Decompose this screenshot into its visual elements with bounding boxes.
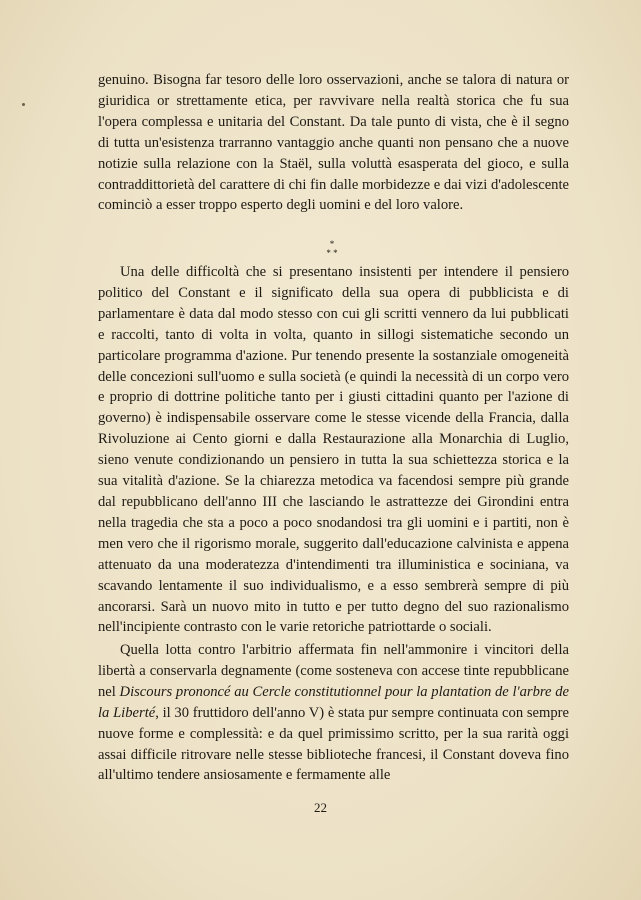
text-block-top [98,70,569,216]
paragraph-3-lead: Quella lotta contro l'arbitrio affermata fin nell'ammonire i vincitori della libertà a conservarla degnamente (come sosteneva con accese tinte repubblicane nel [98,642,569,700]
paragraph-2: Una delle difficoltà che si presentano insistenti per intendere il pensiero politico del Constant e il significato della sua opera di pubblicista e di parlamentare è data dal modo stesso con cui gli scritti vennero da lui pubblicati e raccolti, tanto di volta in volta, quanto in sillogi sistematiche secondo un particolare programma d'azione. Pur tenendo presente la sostanziale omogeneità delle concezioni sull'uomo e sulla società (e quindi la necessità di un corpo vero e proprio di dottrine politiche tanto per i giusti cittadini quanto per l'azione di governo) è indispensabile osservare come le stesse vicende della Francia, dalla Rivoluzione ai Cento giorni e dalla Restaurazione alla Monarchia di Luglio, sieno venute condizionando un pensiero in tutta la sua schiettezza storica e la sua vitalità d'azione. Se la chiarezza metodica va facendosi sempre più grande dal repubblicano dell'anno III che lasciando le astrattezze dei Girondini entra nella tragedia che sta a poco a poco snodandosi tra gli uomini e i partiti, non è men vero che il rigorismo morale, suggerito dall'educazione calvinista e appena attenuato da una moderatezza d'intendimenti tra illuministica e sociniana, va scavando lentamente il suo individualismo, e a esso sembrerà sempre di più ancorarsi. Sarà un nuovo mito in tutto e per tutto degno del suo razionalismo nell'incipiente contrasto con le varie retoriche patriottarde o sociali. [98,264,569,636]
work-title: Discours prononcé au Cercle constitutionnel pour la plantation de l'arbre de la Liberté [98,683,569,721]
asterism-bottom: * * [326,248,338,258]
margin-speck [22,103,25,106]
section-separator-asterism [320,240,344,264]
text-block-bottom [98,640,569,786]
asterism-top: * [329,239,335,249]
paragraph-3-tail: , il 30 fruttidoro dell'anno V) è stata pur sempre continuata con sempre nuove forme e complessità: e da quel primissimo scritto, per la sua rarità oggi assai difficile ritrovare nelle stesse biblioteche francesi, il Constant doveva fino all'ultimo tendere ansiosamente e fermamente alle [98,704,569,784]
text-block-middle [98,262,569,638]
paragraph-1: genuino. Bisogna far tesoro delle loro osservazioni, anche se talora di natura or giuridica or strettamente etica, per ravvivare nella realtà storica che fu sua l'opera complessa e unitaria del Constant. Da tale punto di vista, che è il segno di tutta un'esistenza trarranno vantaggio anche quanti non pensano che a nuove notizie sulla relazione con la Staël, sulla voluttà esasperata del gioco, e sulla contraddittorietà del carattere di chi fin dalle morbidezze e dai vizi d'adolescente cominciò a esser troppo esperto degli uomini e del loro valore. [98,72,569,214]
paragraph-3 [98,640,569,786]
page-number: 22 [314,800,327,815]
